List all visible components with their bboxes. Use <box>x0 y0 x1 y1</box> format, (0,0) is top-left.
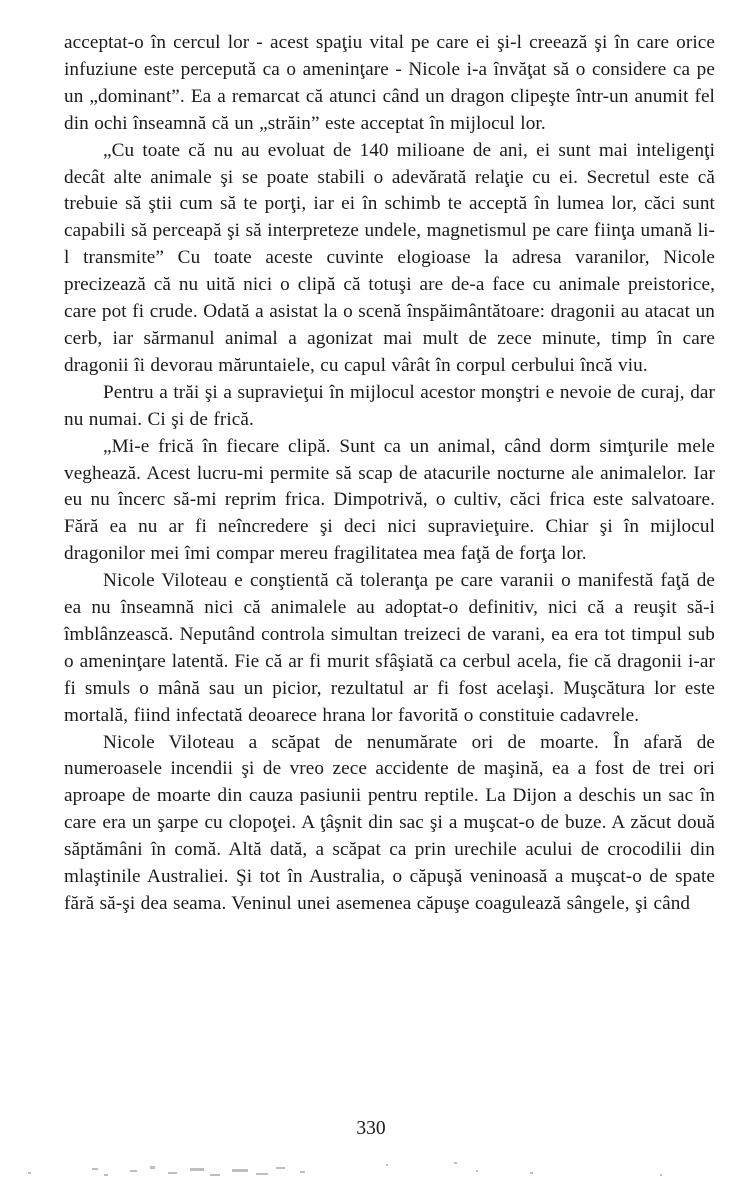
page-body <box>64 30 715 918</box>
paragraph-3: Pentru a trăi şi a supravieţui în mijlocul acestor monştri e nevoie de curaj, dar nu numai. Ci şi de frică. <box>64 381 715 430</box>
paragraph-1: acceptat-o în cercul lor - acest spaţiu vital pe care ei şi-l creează şi în care orice infuziune este percepută ca o ameninţare - Nicole i-a învăţat să o considere ca pe un „dominant”. Ea a remarcat că atunci când un dragon clipeşte într-un anumit fel din ochi înseamnă că un „străin” este acceptat în mijlocul lor. <box>64 32 715 134</box>
paragraph-2: „Cu toate că nu au evoluat de 140 milioane de ani, ei sunt mai inteligenţi decât alte animale şi se poate stabili o adevărată relaţie cu ei. Secretul este că trebuie să ştii cum să te porţi, iar ei în schimb te acceptă în lumea lor, căci sunt capabili să perceapă şi să interpreteze undele, magnetismul pe care fiinţa umană li-l transmite” Cu toate aceste cuvinte elogioase la adresa varanilor, Nicole precizează că nu uită nici o clipă că totuşi are de-a face cu animale preistorice, care pot fi crude. Odată a asistat la o scenă înspăimântătoare: dragonii au atacat un cerb, iar sărmanul animal a agonizat mai mult de zece minute, timp în care dragonii îi devorau măruntaiele, cu capul vârât în corpul cerbului încă viu. <box>64 139 715 376</box>
paragraph-4: „Mi-e frică în fiecare clipă. Sunt ca un animal, când dorm simţurile mele veghează. Acest lucru-mi permite să scap de atacurile nocturne ale animalelor. Iar eu nu încerc să-mi reprim frica. Dimpotrivă, o cultiv, căci frica este salvatoare. Fără ea nu ar fi neîncredere şi deci nici supravieţuire. Chiar şi în mijlocul dragonilor mei îmi compar mereu fragilitatea mea faţă de forţa lor. <box>64 435 715 565</box>
paragraph-6: Nicole Viloteau a scăpat de nenumărate ori de moarte. În afară de numeroasele incendii şi de vreo zece accidente de maşină, ea a fost de trei ori aproape de moarte din cauza pasiunii pentru reptile. La Dijon a deschis un sac în care era un şarpe cu clopoţei. A ţâşnit din sac şi a muşcat-o de buze. A zăcut două săptămâni în comă. Altă dată, a scăpat ca prin urechile acului de crocodilii din mlaştinile Australiei. Şi tot în Australia, o căpuşă veninoasă a muşcat-o de spate fără să-şi dea seama. Veninul unei asemenea căpuşe coagulează sângele, şi când <box>64 731 715 914</box>
page-number: 330 <box>356 1118 386 1139</box>
scan-noise <box>0 1150 742 1187</box>
paragraph-5: Nicole Viloteau e conştientă că toleranţa pe care varanii o manifestă faţă de ea nu înseamnă nici că animalele au adoptat-o definitiv, nici că a reuşit să-i îmblânzească. Neputând controla simultan treizeci de varani, ea era tot timpul sub o ameninţare latentă. Fie că ar fi murit sfâşiată ca cerbul acela, fie că dragonii i-ar fi smuls o mână sau un picior, rezultatul ar fi fost acelaşi. Muşcătura lor este mortală, fiind infectată deoarece hrana lor favorită o constituie cadavrele. <box>64 570 715 726</box>
